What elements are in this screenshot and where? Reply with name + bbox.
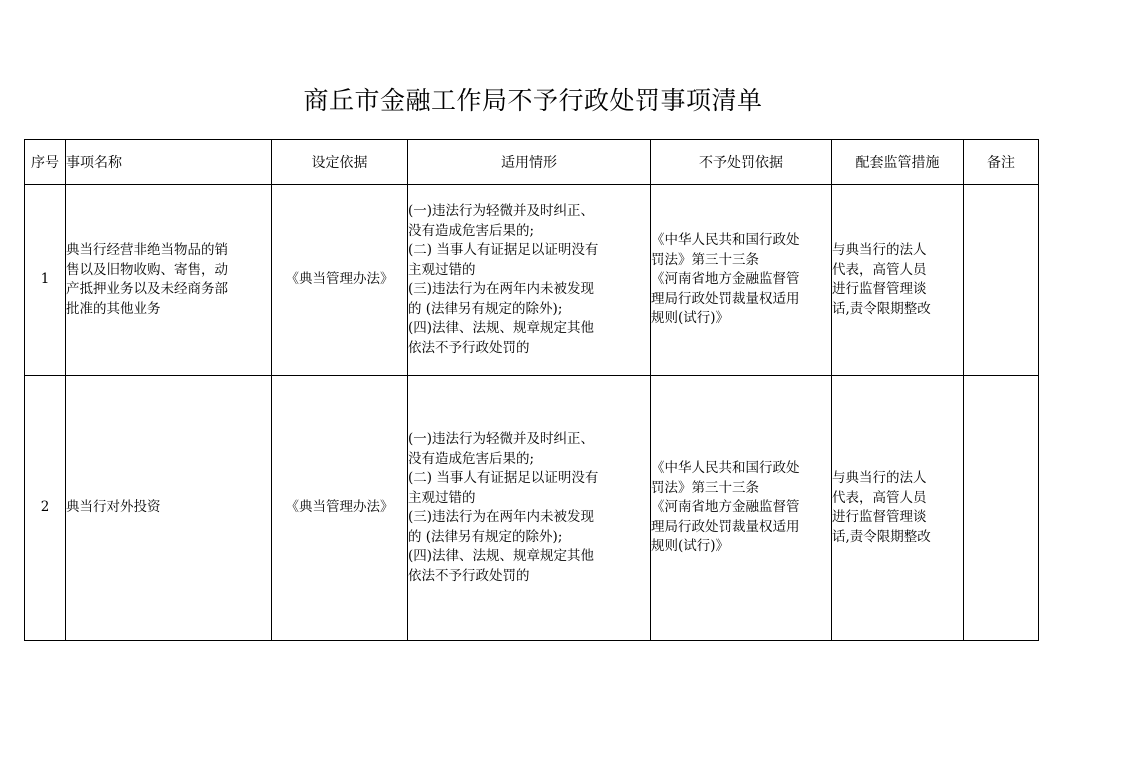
header-exemption-basis: 不予处罚依据 xyxy=(651,140,832,185)
condition-line: (三)违法行为在两年内未被发现 xyxy=(408,509,595,525)
condition-line: 的 (法律另有规定的除外); xyxy=(408,300,563,317)
header-number: 序号 xyxy=(25,140,66,185)
supervision-cell xyxy=(832,376,964,641)
supervision-line: 进行监督管理谈 xyxy=(832,509,927,525)
condition-line: 主观过错的 xyxy=(408,489,476,506)
document-title: 商丘市金融工作局不予行政处罚事项清单 xyxy=(303,86,763,115)
condition-line: (四)法律、法规、规章规定其他 xyxy=(408,548,595,564)
item-name-line: 批准的其他业务 xyxy=(66,300,161,317)
header-remarks: 备注 xyxy=(964,140,1039,185)
exemption-line: 规则(试行)》 xyxy=(651,310,730,327)
supervision-line: 与典当行的法人 xyxy=(832,242,927,258)
header-item-name: 事项名称 xyxy=(66,140,272,185)
remarks-cell xyxy=(964,185,1039,376)
row-number: 2 xyxy=(25,376,66,641)
header-conditions: 适用情形 xyxy=(408,140,651,185)
row-number: 1 xyxy=(25,185,66,376)
exemption-line: 规则(试行)》 xyxy=(651,538,730,555)
condition-line: (一)违法行为轻微并及时纠正、 xyxy=(408,431,595,447)
supervision-line: 话,责令限期整改 xyxy=(832,528,931,545)
exemption-line: 《河南省地方金融监督管 xyxy=(651,271,800,288)
supervision-line: 话,责令限期整改 xyxy=(832,300,931,317)
exemption-line: 罚法》第三十三条 xyxy=(651,251,759,268)
table-header-row xyxy=(25,140,1039,185)
basis-cell: 《典当管理办法》 xyxy=(272,376,408,641)
conditions-cell xyxy=(408,376,651,641)
table-row xyxy=(25,376,1039,641)
supervision-line: 代表，高管人员 xyxy=(832,261,927,278)
item-name-cell xyxy=(66,185,272,376)
condition-line: 主观过错的 xyxy=(408,261,476,278)
exemption-basis-cell xyxy=(651,376,832,641)
exemption-line: 理局行政处罚裁量权适用 xyxy=(651,518,800,535)
penalty-exemption-table xyxy=(24,139,1039,641)
condition-line: (三)违法行为在两年内未被发现 xyxy=(408,281,595,297)
condition-line: 的 (法律另有规定的除外); xyxy=(408,528,563,545)
table-row xyxy=(25,185,1039,376)
supervision-cell xyxy=(832,185,964,376)
item-name-line: 典当行经营非绝当物品的销 xyxy=(66,242,228,258)
item-name-line: 产抵押业务以及未经商务部 xyxy=(66,281,228,297)
condition-line: 没有造成危害后果的; xyxy=(408,450,535,467)
item-name-cell xyxy=(66,376,272,641)
basis-cell: 《典当管理办法》 xyxy=(272,185,408,376)
item-name-line: 售以及旧物收购、寄售，动 xyxy=(66,261,228,278)
remarks-cell xyxy=(964,376,1039,641)
header-supervision: 配套监管措施 xyxy=(832,140,964,185)
condition-line: (一)违法行为轻微并及时纠正、 xyxy=(408,203,595,219)
condition-line: 依法不予行政处罚的 xyxy=(408,339,530,356)
supervision-line: 与典当行的法人 xyxy=(832,470,927,486)
condition-line: (二) 当事人有证据足以证明没有 xyxy=(408,242,599,258)
supervision-line: 进行监督管理谈 xyxy=(832,281,927,297)
condition-line: (四)法律、法规、规章规定其他 xyxy=(408,320,595,336)
condition-line: (二) 当事人有证据足以证明没有 xyxy=(408,470,599,486)
exemption-line: 《中华人民共和国行政处 xyxy=(651,460,800,477)
header-basis: 设定依据 xyxy=(272,140,408,185)
exemption-line: 《河南省地方金融监督管 xyxy=(651,499,800,516)
exemption-line: 罚法》第三十三条 xyxy=(651,479,759,496)
supervision-line: 代表，高管人员 xyxy=(832,489,927,506)
exemption-line: 理局行政处罚裁量权适用 xyxy=(651,290,800,307)
condition-line: 依法不予行政处罚的 xyxy=(408,567,530,584)
conditions-cell xyxy=(408,185,651,376)
item-name-line: 典当行对外投资 xyxy=(66,499,161,516)
condition-line: 没有造成危害后果的; xyxy=(408,222,535,239)
exemption-basis-cell xyxy=(651,185,832,376)
exemption-line: 《中华人民共和国行政处 xyxy=(651,232,800,249)
